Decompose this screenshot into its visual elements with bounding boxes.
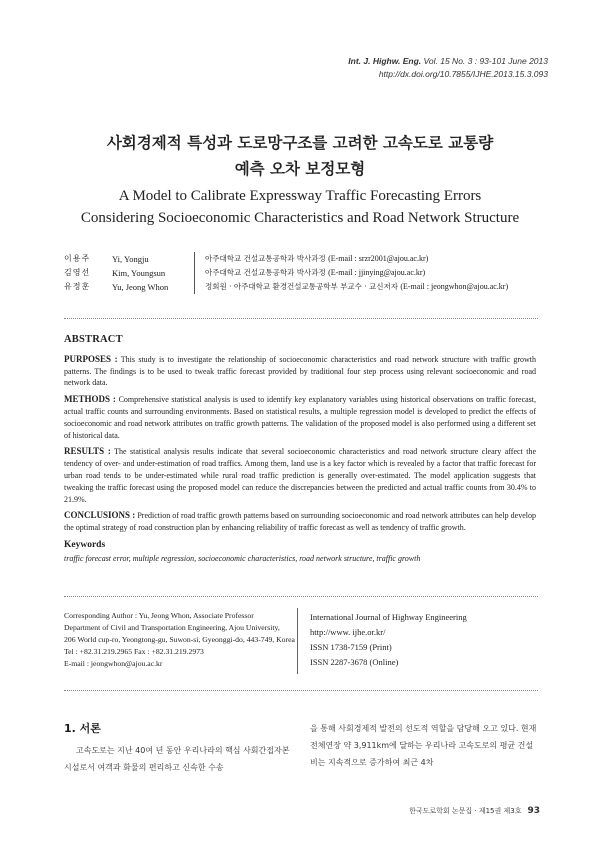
keywords-text: traffic forecast error, multiple regression, socioeconomic characteristics, road network structure, traffic growth	[64, 553, 421, 563]
author-row	[64, 266, 508, 280]
author-row	[64, 280, 508, 294]
journal-info-url[interactable]: http://www. ijhe.or.kr/	[310, 627, 386, 637]
author-name-en: Yi, Yongju	[112, 254, 149, 264]
page-footer	[409, 806, 540, 816]
korean-title	[0, 130, 600, 182]
keywords-heading: Keywords	[64, 539, 106, 550]
author-email: (E-mail : jeongwhon@ajou.ac.kr)	[400, 282, 509, 291]
author-name-en: Yu, Jeong Whon	[112, 282, 169, 292]
author-email: (E-mail : srzr2001@ajou.ac.kr)	[328, 254, 429, 263]
journal-info-issn-print: ISSN 1738-7159 (Print)	[310, 642, 392, 652]
abstract-purposes	[64, 354, 536, 389]
results-text: The statistical analysis results indicate that several socioeconomic characteristics and road network structure cleary affect the tendency of over- and under-estimation of road traffics. Among them, land use is a key factor which is revealed by a factor that traffic forecast for urban road tends to be under-estimated while rural road traffic prediction is generally over-estimated. The model application suggests that tweaking the traffic forecast using the proposed model can reduce the discrepancies between the predicted and actual traffic counts from 30.4% to 21.9%.	[64, 447, 536, 504]
author-affiliation	[194, 280, 508, 294]
journal-info-issn-online: ISSN 2287-3678 (Online)	[310, 657, 399, 667]
purposes-label: PURPOSES :	[64, 353, 118, 364]
author-name-en: Kim, Youngsun	[112, 268, 166, 278]
author-name-ko: 유정훈	[64, 282, 91, 291]
conclusions-label: CONCLUSIONS :	[64, 510, 136, 521]
journal-info	[310, 610, 467, 670]
corr-line: 206 World cup-ro, Yeongtong-gu, Suwon-si, Gyeonggi-do, 443-749, Korea	[64, 635, 295, 644]
divider-top	[64, 318, 538, 319]
author-affiliation	[194, 266, 425, 280]
author-name-ko: 이용주	[64, 254, 91, 263]
author-affiliation	[194, 252, 428, 266]
affiliation-text: 정회원 · 아주대학교 환경건설교통공학부 부교수 · 교신저자	[205, 282, 398, 291]
corr-email[interactable]: E-mail : jeongwhon@ajou.ac.kr	[64, 659, 163, 668]
affiliation-text: 아주대학교 건설교통공학과 박사과정	[205, 254, 326, 263]
divider-middle	[64, 596, 538, 597]
abstract-heading: ABSTRACT	[64, 334, 123, 345]
english-title	[0, 185, 600, 229]
results-label: RESULTS :	[64, 446, 111, 457]
section-heading: 1. 서론	[64, 722, 101, 735]
body-text-left: 고속도로는 지난 40여 년 동안 우리나라의 핵심 사회간접자본시설로서 여객과 화물의 편리하고 신속한 수송	[64, 746, 290, 772]
author-row	[64, 252, 508, 266]
english-title-line1: A Model to Calibrate Expressway Traffic Forecasting Errors	[118, 188, 482, 204]
author-email: (E-mail : jjinying@ajou.ac.kr)	[328, 268, 426, 277]
abstract-conclusions	[64, 510, 536, 534]
conclusions-text: Prediction of road traffic growth patterns based on surrounding socioeconomic and road network attributes can help develop the optimal strategy of road construction plan by enhancing reliability of traffic forecast as well as tendency of traffic growth.	[64, 511, 536, 533]
corresponding-author	[64, 610, 296, 670]
author-name-ko: 김영선	[64, 268, 91, 277]
journal-header	[348, 55, 548, 81]
methods-label: METHODS :	[64, 394, 116, 405]
body-text-right: 을 통해 사회경제적 발전의 선도적 역할을 담당해 오고 있다. 현재 전체연장 약 3,911km에 달하는 우리나라 고속도로의 평균 건설비는 지속적으로 증가하여 최근 4차	[310, 724, 537, 767]
corr-line: Corresponding Author : Yu, Jeong Whon, Associate Professor	[64, 611, 254, 620]
english-title-line2: Considering Socioeconomic Characteristics and Road Network Structure	[80, 210, 520, 226]
author-list	[64, 252, 508, 294]
journal-name: Int. J. Highw. Eng.	[348, 56, 422, 66]
divider-bottom	[64, 690, 538, 691]
methods-text: Comprehensive statistical analysis is used to identify key explanatory variables using historical observations on traffic forecast, actual traffic counts and surrounding environments. Based on statistical results, a multiple regression model is developed to predict the effects of socioeconomic and road network attributes on traffic growth patterns. The validation of the proposed model is also performed using a different set of historical data.	[64, 395, 537, 440]
corr-line: Tel : +82.31.219.2965 Fax : +82.31.219.2973	[64, 647, 204, 656]
page-number: 93	[527, 806, 540, 816]
korean-title-line2: 예측 오차 보정모형	[234, 160, 366, 178]
abstract-methods	[64, 394, 536, 441]
journal-volume: Vol. 15 No. 3 : 93-101 June 2013	[423, 56, 548, 66]
abstract-section	[64, 334, 536, 565]
journal-doi[interactable]: http://dx.doi.org/10.7855/IJHE.2013.15.3.093	[378, 69, 548, 79]
column-separator	[297, 608, 298, 674]
abstract-results	[64, 446, 536, 505]
corr-line: Department of Civil and Transportation Engineering, Ajou University,	[64, 623, 280, 632]
purposes-text: This study is to investigate the relationship of socioeconomic characteristics and road network structure with traffic growth patterns. The findings is to be used to tweak traffic forecast provided by traditional four step process using relevant socioeconomic and road network data.	[64, 354, 536, 388]
journal-info-name: International Journal of Highway Engineering	[310, 612, 467, 622]
affiliation-text: 아주대학교 건설교통공학과 박사과정	[205, 268, 326, 277]
korean-title-line1: 사회경제적 특성과 도로망구조를 고려한 고속도로 교통량	[106, 134, 494, 152]
footer-journal: 한국도로학회 논문집 · 제15권 제3호	[409, 807, 522, 815]
